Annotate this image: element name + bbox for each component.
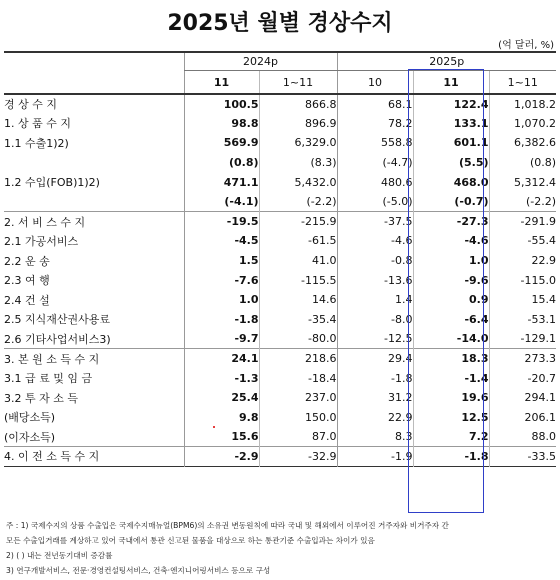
row-label: 2.1 가공서비스 — [4, 234, 79, 248]
row-label: 1. 상 품 수 지 — [4, 117, 71, 131]
table-row — [4, 447, 556, 467]
row-value: -55.4 — [489, 231, 556, 251]
table-row — [4, 349, 556, 369]
col-2024-1-11: 1~11 — [259, 71, 337, 95]
col-2025-10: 10 — [337, 71, 413, 95]
row-label: 1.1 수출1)2) — [4, 136, 69, 150]
row-label — [4, 153, 184, 173]
row-value: -7.6 — [184, 270, 259, 290]
row-label: 4. 이 전 소 득 수 지 — [4, 447, 184, 467]
row-value: 1.4 — [337, 290, 413, 310]
row-value: 31.2 — [337, 388, 413, 408]
row-value: 25.4 — [184, 388, 259, 408]
row-value: -1.8 — [337, 368, 413, 388]
row-value: 896.9 — [259, 114, 337, 134]
row-value: 24.1 — [184, 349, 259, 369]
row-value: 471.1 — [184, 172, 259, 192]
row-label: (배당소득) — [4, 411, 56, 425]
table-row — [4, 114, 556, 134]
unit-label: (억 달러, %) — [498, 40, 554, 51]
row-value: -6.4 — [413, 310, 489, 330]
row-label: 2.2 운 송 — [4, 254, 50, 268]
footnote-line: 2) ( ) 내는 전년동기대비 증감률 — [6, 551, 113, 560]
row-label: 3.1 급 료 및 임 금 — [4, 372, 93, 386]
row-value: -13.6 — [337, 270, 413, 290]
row-value: -37.5 — [337, 212, 413, 232]
header-blank — [4, 52, 184, 94]
row-value: -19.5 — [184, 212, 259, 232]
row-value: 5,432.0 — [259, 172, 337, 192]
row-value: -1.3 — [184, 368, 259, 388]
table-row — [4, 94, 556, 114]
row-value: -1.8 — [413, 447, 489, 467]
row-value: -33.5 — [489, 447, 556, 467]
row-value: 1,018.2 — [489, 94, 556, 114]
footnotes — [6, 518, 558, 578]
footnote-line: 모든 수출입거래를 계상하고 있어 국내에서 통관 신고된 물품을 대상으로 하는 통관기준 수출입과는 차이가 있음 — [6, 536, 375, 545]
table-row — [4, 251, 556, 271]
table-row — [4, 192, 556, 212]
row-value: -18.4 — [259, 368, 337, 388]
row-value: 5,312.4 — [489, 172, 556, 192]
row-label — [4, 192, 184, 212]
col-2025-11: 11 — [413, 71, 489, 95]
row-value: -14.0 — [413, 329, 489, 349]
row-value: 273.3 — [489, 349, 556, 369]
row-value: 12.5 — [413, 408, 489, 428]
row-value: 100.5 — [184, 94, 259, 114]
row-value: 68.1 — [337, 94, 413, 114]
row-value: (-2.2) — [489, 192, 556, 212]
row-value: -1.8 — [184, 310, 259, 330]
row-value: 78.2 — [337, 114, 413, 134]
table-row — [4, 408, 556, 428]
row-label: 2.4 건 설 — [4, 293, 50, 307]
row-value: 558.8 — [337, 133, 413, 153]
row-value: -115.0 — [489, 270, 556, 290]
row-value: 601.1 — [413, 133, 489, 153]
row-value: -4.5 — [184, 231, 259, 251]
row-value: (-2.2) — [259, 192, 337, 212]
row-label: 1.2 수입(FOB)1)2) — [4, 176, 100, 190]
row-value: 18.3 — [413, 349, 489, 369]
row-value: -61.5 — [259, 231, 337, 251]
row-value: -1.4 — [413, 368, 489, 388]
row-value: (5.5) — [413, 153, 489, 173]
row-value: -291.9 — [489, 212, 556, 232]
row-value: 1,070.2 — [489, 114, 556, 134]
row-value: (-4.7) — [337, 153, 413, 173]
table-row — [4, 388, 556, 408]
row-value: 122.4 — [413, 94, 489, 114]
row-value: -115.5 — [259, 270, 337, 290]
row-label: 2.6 기타사업서비스3) — [4, 332, 111, 346]
row-value: (0.8) — [184, 153, 259, 173]
current-account-table — [4, 51, 556, 467]
table-row — [4, 290, 556, 310]
row-value: 150.0 — [259, 408, 337, 428]
row-value: 22.9 — [337, 408, 413, 428]
row-value: 1.0 — [184, 290, 259, 310]
row-value: 133.1 — [413, 114, 489, 134]
row-value: (-4.1) — [184, 192, 259, 212]
row-value: 88.0 — [489, 427, 556, 447]
row-value: (-5.0) — [337, 192, 413, 212]
footnote-line: 3) 연구개발서비스, 전문·경영컨설팅서비스, 건축·엔지니어링서비스 등으로 구성 — [6, 566, 271, 575]
table-row — [4, 212, 556, 232]
row-label: 2.3 여 행 — [4, 274, 50, 288]
row-label: 경 상 수 지 — [4, 98, 57, 112]
row-label: 2. 서 비 스 수 지 — [4, 212, 184, 232]
row-value: -129.1 — [489, 329, 556, 349]
row-value: -9.6 — [413, 270, 489, 290]
header-2024: 2024p — [184, 52, 337, 71]
row-value: 866.8 — [259, 94, 337, 114]
row-value: -35.4 — [259, 310, 337, 330]
row-value: -0.8 — [337, 251, 413, 271]
row-value: 41.0 — [259, 251, 337, 271]
row-label: 3.2 투 자 소 득 — [4, 391, 78, 405]
row-value: 7.2 — [413, 427, 489, 447]
table-row — [4, 172, 556, 192]
row-value: 15.4 — [489, 290, 556, 310]
row-value: 6,382.6 — [489, 133, 556, 153]
row-value: -4.6 — [337, 231, 413, 251]
row-value: 294.1 — [489, 388, 556, 408]
row-value: 14.6 — [259, 290, 337, 310]
row-value: -215.9 — [259, 212, 337, 232]
header-2025: 2025p — [337, 52, 556, 71]
row-value: 15.6 — [184, 427, 259, 447]
row-value: 9.8 — [184, 408, 259, 428]
row-value: 569.9 — [184, 133, 259, 153]
row-value: -2.9 — [184, 447, 259, 467]
table-row — [4, 153, 556, 173]
table-row — [4, 231, 556, 251]
row-value: (0.8) — [489, 153, 556, 173]
row-value: 0.9 — [413, 290, 489, 310]
table-row — [4, 368, 556, 388]
row-value: -80.0 — [259, 329, 337, 349]
row-value: 87.0 — [259, 427, 337, 447]
col-2025-1-11: 1~11 — [489, 71, 556, 95]
row-value: 480.6 — [337, 172, 413, 192]
table-row — [4, 427, 556, 447]
table-row — [4, 270, 556, 290]
row-value: 6,329.0 — [259, 133, 337, 153]
table-row — [4, 133, 556, 153]
row-value: -27.3 — [413, 212, 489, 232]
row-label: 3. 본 원 소 득 수 지 — [4, 349, 184, 369]
row-value: 218.6 — [259, 349, 337, 369]
row-value: 1.5 — [184, 251, 259, 271]
page-title: 2025년 월별 경상수지 — [167, 11, 393, 36]
row-value: -4.6 — [413, 231, 489, 251]
row-value: 8.3 — [337, 427, 413, 447]
row-value: 22.9 — [489, 251, 556, 271]
table-row — [4, 329, 556, 349]
row-value: -8.0 — [337, 310, 413, 330]
row-value: (8.3) — [259, 153, 337, 173]
col-2024-11: 11 — [184, 71, 259, 95]
row-value: -9.7 — [184, 329, 259, 349]
row-value: 468.0 — [413, 172, 489, 192]
row-value: 29.4 — [337, 349, 413, 369]
row-value: -53.1 — [489, 310, 556, 330]
row-value: 19.6 — [413, 388, 489, 408]
row-label: (이자소득) — [4, 430, 56, 444]
row-value: 98.8 — [184, 114, 259, 134]
row-value: -1.9 — [337, 447, 413, 467]
row-value: 206.1 — [489, 408, 556, 428]
row-value: -12.5 — [337, 329, 413, 349]
row-value: 1.0 — [413, 251, 489, 271]
row-value: -20.7 — [489, 368, 556, 388]
table-row — [4, 310, 556, 330]
row-label: 2.5 지식재산권사용료 — [4, 313, 110, 327]
row-value: (-0.7) — [413, 192, 489, 212]
red-dot-mark — [213, 426, 215, 428]
row-value: -32.9 — [259, 447, 337, 467]
row-value: 237.0 — [259, 388, 337, 408]
footnote-line: 주 : 1) 국제수지의 상품 수출입은 국제수지매뉴얼(BPM6)의 소유권 변동원칙에 따라 국내 및 해외에서 이루어진 거주자와 비거주자 간 — [6, 521, 449, 530]
table-body — [4, 94, 556, 466]
